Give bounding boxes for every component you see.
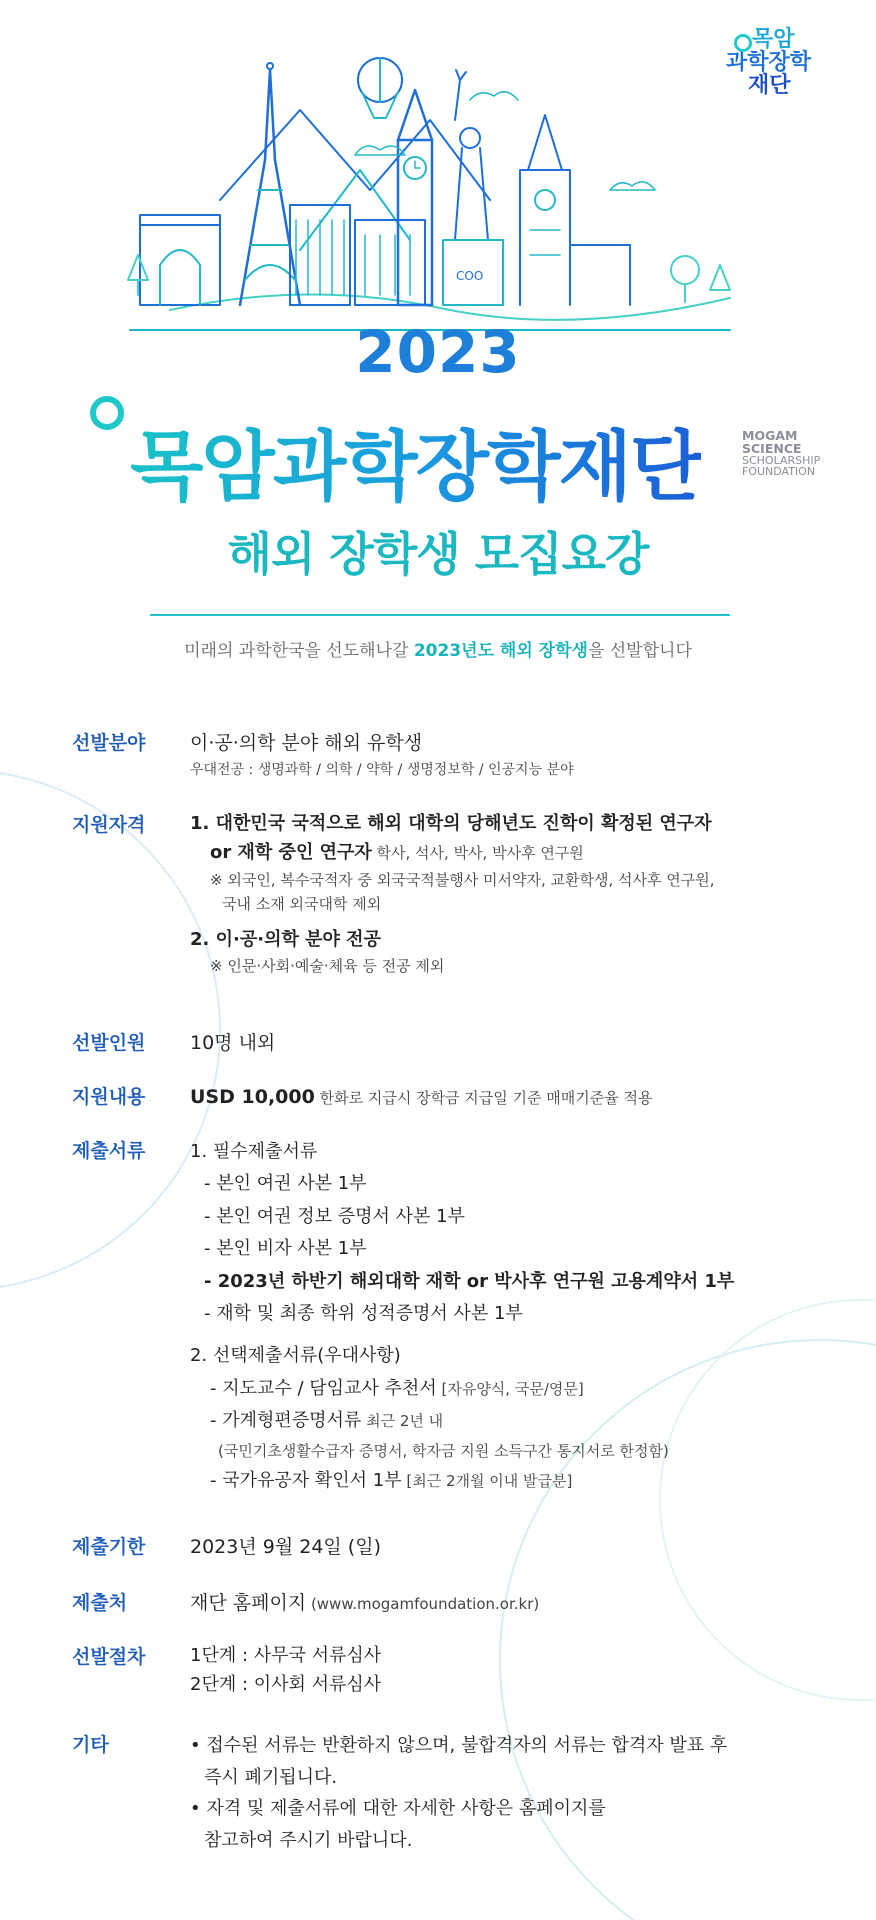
procedure-step-1: 1단계 : 사무국 서류심사 — [190, 1645, 382, 1666]
document-item: - 재학 및 최종 학위 성적증명서 사본 1부 — [204, 1302, 523, 1324]
hero-title-english — [742, 430, 820, 477]
field-content — [190, 728, 830, 784]
logo-ring-icon — [734, 34, 752, 52]
document-item: - 본인 여권 사본 1부 — [204, 1173, 367, 1195]
hero-subtitle: 해외 장학생 모집요강 — [227, 527, 649, 581]
intro-before: 미래의 과학한국을 선도해나갈 — [184, 641, 414, 661]
eligibility-note-2: ※ 인문·사회·예술·체육 등 전공 제외 — [210, 957, 445, 976]
optional-doc-financial-note: 최근 2년 내 — [361, 1412, 444, 1431]
hero-title-korean: 목암과학장학재단 — [130, 406, 701, 515]
documents-label: 제출서류 — [72, 1140, 146, 1162]
submit-url: (www.mogamfoundation.or.kr) — [306, 1595, 540, 1613]
eligibility-content — [190, 810, 830, 978]
field-label: 선발분야 — [72, 732, 146, 754]
document-item: - 2023년 하반기 해외대학 재학 or 박사후 연구원 고용계약서 1부 — [204, 1270, 735, 1292]
etc-bullet-1: • 접수된 서류는 반환하지 않으며, 불합격자의 서류는 합격자 발표 후 — [190, 1735, 728, 1756]
title-en-line-2: SCIENCE — [742, 440, 802, 456]
count-value: 10명 내외 — [190, 1032, 276, 1054]
optional-doc-recommendation: - 지도교수 / 담임교사 추천서 — [210, 1377, 437, 1399]
procedure-label: 선발절차 — [72, 1646, 146, 1668]
deadline-value: 2023년 9월 24일 (일) — [190, 1536, 381, 1558]
eligibility-note-1: ※ 외국인, 복수국적자 중 외국국적불행사 미서약자, 교환학생, 석사후 연구원, — [210, 870, 715, 889]
submit-content — [190, 1588, 830, 1618]
logo-line-3: 재단 — [748, 73, 791, 99]
world-landmarks-illustration — [110, 40, 750, 350]
section-divider — [150, 614, 730, 616]
optional-doc-financial-detail: (국민기초생활수급자 증명서, 학자금 지원 소득구간 통지서로 한정함) — [218, 1441, 669, 1460]
logo-line-2: 과학장학 — [726, 50, 812, 76]
title-en-line-4: FOUNDATION — [742, 465, 816, 478]
document-item: - 본인 비자 사본 1부 — [204, 1238, 367, 1260]
title-en-line-1: MOGAM — [742, 428, 798, 443]
support-label: 지원내용 — [72, 1086, 146, 1108]
eligibility-item-1: 1. 대한민국 국적으로 해외 대학의 당해년도 진학이 확정된 연구자 — [190, 813, 712, 834]
eligibility-item-1-degrees: 학사, 석사, 박사, 박사후 연구원 — [371, 843, 584, 862]
deadline-label: 제출기한 — [72, 1536, 146, 1558]
logo-line-1: 목암 — [752, 27, 795, 52]
documents-required-title: 1. 필수제출서류 — [190, 1141, 318, 1162]
count-label: 선발인원 — [72, 1032, 146, 1054]
submit-label: 제출처 — [72, 1592, 128, 1614]
eligibility-label: 지원자격 — [72, 814, 146, 836]
hero-title — [90, 388, 821, 511]
support-note: 한화로 지급시 장학금 지급일 기준 매매기준율 적용 — [314, 1089, 653, 1107]
hero-year: 2023 — [355, 318, 521, 386]
field-main: 이·공·의학 분야 해외 유학생 — [190, 732, 423, 754]
eligibility-item-1-cont: or 재학 중인 연구자 — [210, 841, 372, 863]
foundation-logo — [726, 28, 836, 97]
support-amount: USD 10,000 — [190, 1086, 315, 1108]
intro-text — [0, 636, 876, 661]
procedure-content — [190, 1642, 830, 1700]
document-item: - 본인 여권 정보 증명서 사본 1부 — [204, 1205, 465, 1227]
deadline-content — [190, 1532, 830, 1562]
etc-label: 기타 — [72, 1734, 109, 1756]
optional-doc-veteran: - 국가유공자 확인서 1부 — [210, 1469, 402, 1491]
documents-optional-title: 2. 선택제출서류(우대사항) — [190, 1345, 401, 1367]
etc-bullet-2: • 자격 및 제출서류에 대한 자세한 사항은 홈페이지를 — [190, 1798, 606, 1819]
etc-bullet-2-cont: 참고하여 주시기 바랍니다. — [204, 1829, 413, 1851]
title-en-line-3: SCHOLARSHIP — [742, 454, 821, 467]
support-content — [190, 1082, 830, 1112]
field-sub: 우대전공 : 생명과학 / 의학 / 약학 / 생명정보학 / 인공지능 분야 — [190, 762, 574, 779]
title-ring-icon — [90, 396, 124, 430]
submit-value: 재단 홈페이지 — [190, 1592, 307, 1614]
eligibility-note-1-cont: 국내 소재 외국대학 제외 — [222, 894, 382, 913]
documents-content — [190, 1136, 830, 1497]
count-content — [190, 1028, 830, 1058]
svg-text:COO: COO — [456, 269, 484, 283]
etc-content — [190, 1730, 830, 1856]
procedure-step-2: 2단계 : 이사회 서류심사 — [190, 1673, 382, 1695]
optional-doc-veteran-note: [최근 2개월 이내 발급분] — [401, 1471, 573, 1490]
intro-after: 을 선발합니다 — [587, 641, 692, 661]
optional-doc-financial: - 가계형편증명서류 — [210, 1410, 362, 1432]
eligibility-item-2: 2. 이·공·의학 분야 전공 — [190, 928, 381, 950]
optional-doc-recommendation-note: [자유양식, 국문/영문] — [436, 1379, 584, 1398]
intro-highlight: 2023년도 해외 장학생 — [413, 641, 588, 661]
etc-bullet-1-cont: 즉시 폐기됩니다. — [204, 1766, 338, 1788]
